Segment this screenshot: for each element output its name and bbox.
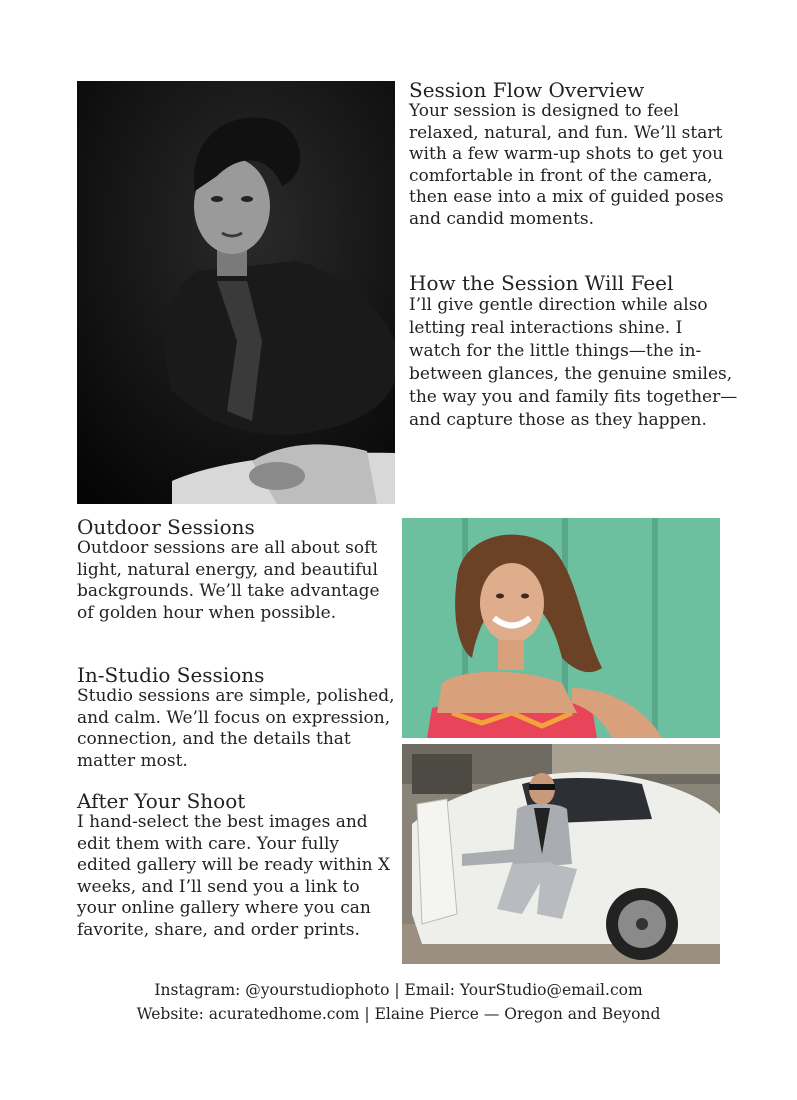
footer-contact-line: Instagram: @yourstudiophoto | Email: YourStudio@email.com: [154, 981, 643, 999]
section-session-feel: [409, 272, 739, 432]
section-title: How the Session Will Feel: [409, 271, 674, 295]
section-title: In-Studio Sessions: [77, 663, 265, 687]
section-studio: [77, 664, 395, 772]
footer-website-line: Website: acuratedhome.com | Elaine Pierce — Oregon and Beyond: [136, 1005, 661, 1023]
section-outdoor: [77, 516, 395, 624]
footer: [0, 978, 797, 1026]
outdoor-portrait-photo: [402, 518, 720, 738]
section-body: Your session is designed to feel relaxed, natural, and fun. We’ll start with a few warm-up shots to get you comfortable in front of the camera, then ease into a mix of guided poses and candid moments.: [409, 101, 724, 229]
bw-portrait-photo: [77, 81, 395, 504]
section-body: Studio sessions are simple, polished, and calm. We’ll focus on expression, connection, and the details that matter most.: [77, 686, 395, 771]
section-body: I’ll give gentle direction while also letting real interactions shine. I watch for the little things—the in-between glances, the genuine smiles, the way you and family fits together—and capture those as they happen.: [409, 295, 738, 430]
section-body: I hand-select the best images and edit them with care. Your fully edited gallery will be ready within X weeks, and I’ll send you a link to your online gallery where you can favorite, share, and order prints.: [77, 812, 391, 940]
car-portrait-photo: [402, 744, 720, 964]
section-after: [77, 790, 395, 941]
section-title: Session Flow Overview: [409, 78, 645, 102]
section-session-flow: [409, 79, 739, 230]
section-title: Outdoor Sessions: [77, 515, 255, 539]
section-title: After Your Shoot: [77, 789, 246, 813]
section-body: Outdoor sessions are all about soft light, natural energy, and beautiful backgrounds. We’ll take advantage of golden hour when possible.: [77, 538, 380, 623]
